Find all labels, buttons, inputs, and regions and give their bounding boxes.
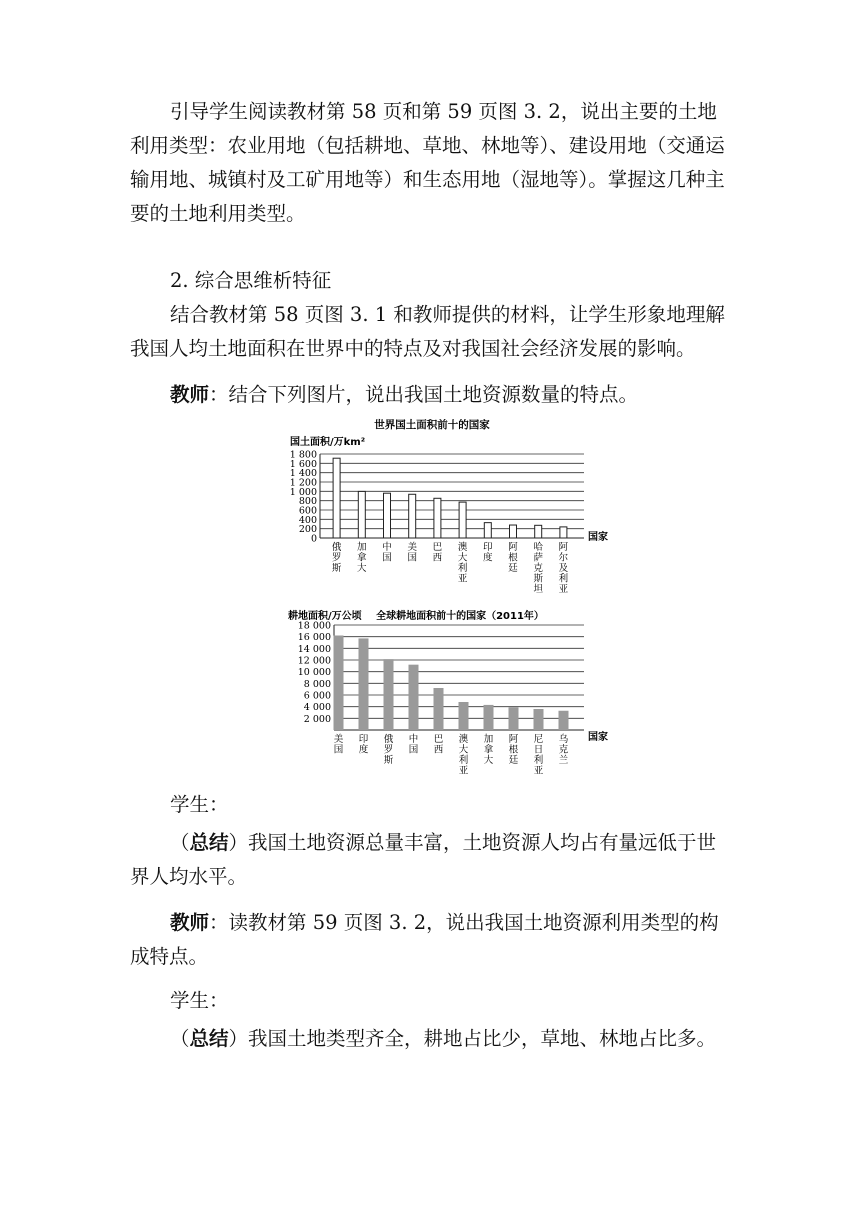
summary-label: 总结 <box>189 831 229 854</box>
c1-tick-label: 1 600 <box>289 458 317 470</box>
student-label-1: 学生： <box>170 793 229 816</box>
c1-tick-label: 1 200 <box>289 477 317 489</box>
c2-bar-7 <box>509 707 519 730</box>
c1-tick-label: 200 <box>298 524 317 536</box>
c2-tick-label: 10 000 <box>297 667 331 679</box>
c1-bar-6 <box>484 523 491 538</box>
teacher-prompt-1 <box>130 378 730 412</box>
c2-tick-label: 14 000 <box>297 643 331 655</box>
c1-bar-2 <box>384 493 391 538</box>
c1-tick-label: 1 000 <box>289 486 317 498</box>
c2-bar-3 <box>409 665 419 730</box>
c1-bar-7 <box>510 525 517 538</box>
section-heading: 2. 综合思维析特征 <box>170 269 332 292</box>
c1-bar-8 <box>535 525 542 538</box>
c1-category-label: 印度 <box>483 542 493 564</box>
summary-label: 总结 <box>189 1027 229 1050</box>
paragraph-land-use-types: 引导学生阅读教材第 58 页和第 59 页图 3. 2，说出主要的土地利用类型：农业用地（包括耕地、草地、林地等）、建设用地（交通运输用地、城镇村及工矿用地等）和生态用地（湿地等）。掌握这几种主要的土地利用类型。 <box>130 100 725 225</box>
chart-land-area <box>282 414 612 604</box>
c1-tick-label: 0 <box>310 533 317 545</box>
c1-category-label: 阿尔及利亚 <box>558 542 569 595</box>
c1-category-label: 阿根廷 <box>508 542 518 574</box>
c2-bar-2 <box>384 659 394 730</box>
c2-category-label: 加拿大 <box>483 734 494 766</box>
c2-category-label: 乌克兰 <box>558 734 569 766</box>
chart2-xlabel: 国家 <box>588 732 608 743</box>
c1-category-label: 俄罗斯 <box>331 542 342 574</box>
c1-category-label: 美国 <box>407 542 417 564</box>
chart2-ylabel: 耕地面积/万公顷 <box>288 611 362 622</box>
c2-bar-4 <box>434 688 444 730</box>
c2-category-label: 澳大利亚 <box>458 734 469 777</box>
c2-tick-label: 12 000 <box>297 655 331 667</box>
c1-tick-label: 400 <box>298 514 317 526</box>
c1-category-label: 哈萨克斯坦 <box>533 542 543 595</box>
teacher-label: 教师 <box>170 383 210 406</box>
c2-bar-8 <box>534 709 544 730</box>
c2-category-label: 俄罗斯 <box>383 734 394 766</box>
student-label-2: 学生： <box>170 989 229 1012</box>
c1-bar-9 <box>560 527 567 538</box>
c1-category-label: 巴西 <box>432 542 443 564</box>
summary-text: 我国土地类型齐全，耕地占比少，草地、林地占比多。 <box>248 1027 717 1050</box>
c1-bar-3 <box>409 494 416 538</box>
teacher-prompt-text: ：读教材第 59 页图 3. 2，说出我国土地资源利用类型的构成特点。 <box>130 911 719 968</box>
summary-text: 我国土地资源总量丰富，土地资源人均占有量远低于世界人均水平。 <box>130 831 717 888</box>
chart-arable-land <box>282 606 612 786</box>
chart1-title: 世界国土面积前十的国家 <box>374 419 490 431</box>
c1-category-label: 加拿大 <box>357 542 367 574</box>
c2-tick-label: 16 000 <box>297 632 331 644</box>
c2-category-label: 巴西 <box>433 734 444 756</box>
c2-tick-label: 18 000 <box>297 620 331 632</box>
c2-bar-0 <box>334 636 344 731</box>
chart1-xlabel: 国家 <box>588 532 608 543</box>
c1-tick-label: 800 <box>298 496 317 508</box>
c2-category-label: 尼日利亚 <box>533 734 544 777</box>
c1-bar-1 <box>358 491 365 538</box>
teacher-label: 教师 <box>170 911 210 934</box>
paragraph-combined-thinking: 结合教材第 58 页图 3. 1 和教师提供的材料，让学生形象地理解我国人均土地面积在世界中的特点及对我国社会经济发展的影响。 <box>130 303 725 360</box>
c2-category-label: 印度 <box>358 734 369 756</box>
teacher-prompt-text: ：结合下列图片，说出我国土地资源数量的特点。 <box>209 383 639 406</box>
c1-bar-0 <box>333 458 340 538</box>
c2-category-label: 美国 <box>333 734 344 756</box>
c2-tick-label: 8 000 <box>303 678 331 690</box>
c1-bar-5 <box>459 502 466 538</box>
c2-category-label: 阿根廷 <box>508 734 519 766</box>
student-summary-2: （总结）我国土地类型齐全，耕地占比少，草地、林地占比多。 <box>170 1027 717 1050</box>
chart2-title: 全球耕地面积前十的国家（2011年） <box>376 611 544 622</box>
c1-tick-label: 1 400 <box>289 468 317 480</box>
teacher-prompt-2 <box>130 906 730 974</box>
c1-tick-label: 600 <box>298 505 317 517</box>
c1-bar-4 <box>434 498 441 538</box>
c2-category-label: 中国 <box>408 734 419 756</box>
c1-tick-label: 1 800 <box>289 449 317 461</box>
c2-tick-label: 4 000 <box>303 702 331 714</box>
student-summary-1: （总结）我国土地资源总量丰富，土地资源人均占有量远低于世界人均水平。 <box>130 831 717 888</box>
c2-tick-label: 2 000 <box>303 713 331 725</box>
c2-tick-label: 6 000 <box>303 690 331 702</box>
c1-category-label: 澳大利亚 <box>457 542 468 585</box>
c2-bar-9 <box>559 711 569 730</box>
c2-bar-6 <box>484 705 494 730</box>
c2-bar-1 <box>359 638 369 730</box>
c1-category-label: 中国 <box>382 542 392 564</box>
c2-bar-5 <box>459 702 469 730</box>
chart1-ylabel: 国土面积/万km² <box>290 437 366 448</box>
